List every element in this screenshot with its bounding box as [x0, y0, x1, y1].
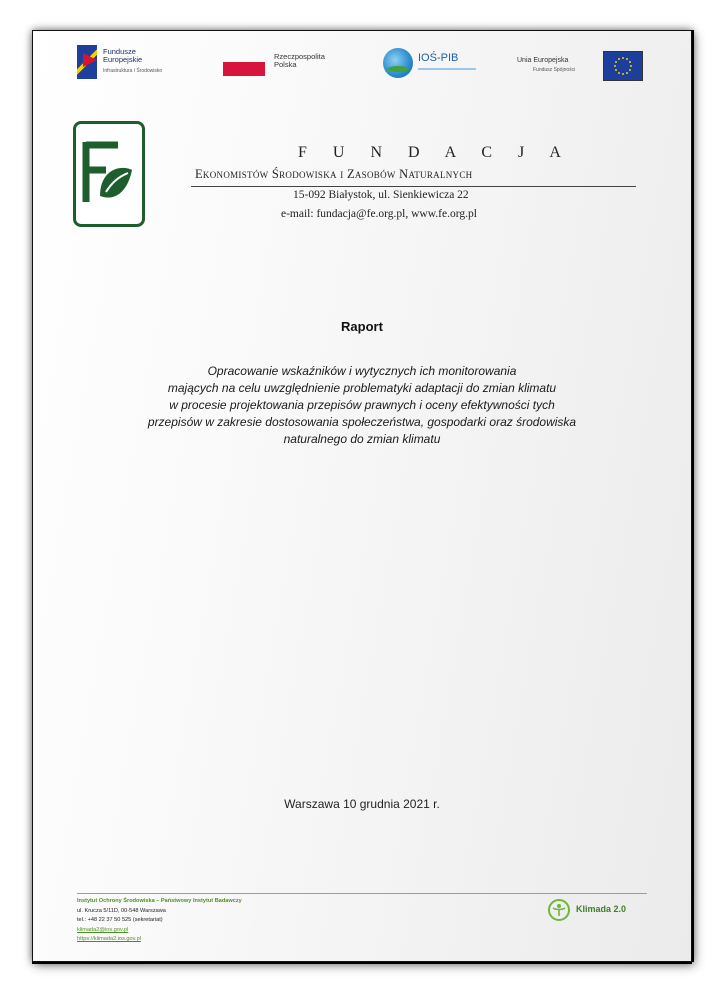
- klimada-person-icon: [548, 899, 570, 921]
- footer-email-link[interactable]: klimada2@ios.gov.pl: [77, 926, 129, 933]
- fe-flag-icon: [77, 45, 97, 79]
- header-divider: [191, 186, 636, 187]
- foundation-contact: e-mail: fundacja@fe.org.pl, www.fe.org.pl: [281, 208, 477, 220]
- subject-line: przepisów w zakresie dostosowania społeczeństwa, gospodarki oraz środowiska: [147, 415, 577, 429]
- footer-contact: [77, 897, 242, 945]
- subject-line: Opracowanie wskaźników i wytycznych ich monitorowania: [207, 364, 517, 378]
- footer-org: Instytut Ochrony Środowiska – Państwowy Instytut Badawczy: [77, 898, 242, 904]
- klimada-logo: [548, 899, 658, 925]
- foundation-title: F U N D A C J A: [298, 144, 572, 161]
- fe-logo-line1: Fundusze: [103, 47, 136, 56]
- fe-logo-line3: Infrastruktura i Środowisko: [103, 68, 163, 74]
- rzeczpospolita-flag-icon: [223, 62, 265, 76]
- report-date: Warszawa 10 grudnia 2021 r.: [284, 797, 440, 811]
- document-page: [32, 30, 692, 962]
- ios-pib-name: IOŚ-PIB: [418, 52, 459, 64]
- footer-phone: tel.: +48 22 37 50 525 (sekretariat): [77, 917, 163, 924]
- fundacja-fe-logo: [73, 121, 145, 227]
- subject-line: w procesie projektowania przepisów prawnych i oceny efektywności tych: [169, 398, 555, 412]
- subject-line: mających na celu uwzględnienie problematyki adaptacji do zmian klimatu: [167, 381, 557, 395]
- fe-logo-line2: Europejskie: [103, 55, 143, 64]
- rp-logo-line2: Polska: [274, 60, 297, 69]
- footer-divider: [77, 893, 647, 894]
- footer-street: ul. Krucza 5/11D, 00-548 Warszawa: [77, 907, 166, 914]
- foundation-address: 15-092 Białystok, ul. Sienkiewicza 22: [293, 189, 469, 201]
- report-heading: Raport: [341, 319, 383, 334]
- eu-logo-line1: Unia Europejska: [517, 57, 569, 64]
- foundation-subtitle: Ekonomistów Środowiska i Zasobów Naturalnych: [195, 167, 473, 181]
- ios-pib-globe-icon: [383, 48, 413, 78]
- klimada-label: Klimada 2.0: [576, 904, 627, 914]
- report-subject: [73, 363, 651, 448]
- eu-flag-icon: [603, 51, 643, 81]
- eu-logo-line2: Fundusz Spójności: [533, 67, 576, 73]
- fundusze-europejskie-logo: [77, 45, 207, 81]
- rp-logo-line1: Rzeczpospolita: [274, 52, 325, 61]
- ios-pib-tagline-bar: [418, 68, 476, 70]
- fe-leaf-icon: [76, 124, 136, 218]
- subject-line: naturalnego do zmian klimatu: [283, 432, 441, 446]
- footer-url-link[interactable]: https://klimada2.ios.gov.pl: [77, 936, 141, 943]
